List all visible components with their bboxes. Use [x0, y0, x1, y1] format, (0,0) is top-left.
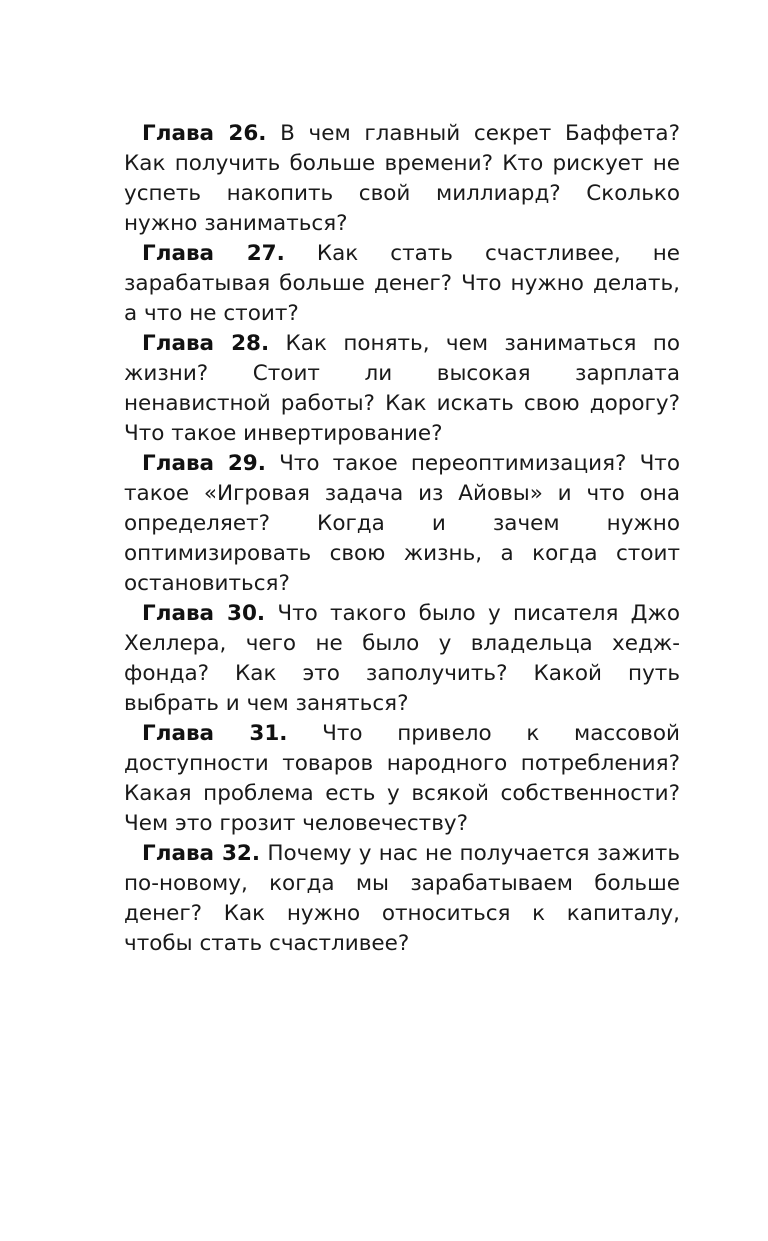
chapter-32-summary	[124, 839, 680, 959]
chapter-29-summary	[124, 449, 680, 599]
chapter-26-text: В чем главный секрет Баффета? Как получить больше времени? Кто рискует не успеть накопить свой миллиард? Сколько нужно заниматься?	[124, 121, 680, 236]
chapter-29-label: Глава 29.	[142, 451, 266, 476]
chapter-30-label: Глава 30.	[142, 601, 266, 626]
chapter-29-text: Что такое переоптимизация? Что такое «Игровая задача из Айовы» и что она определяет? Когда и зачем нужно оптимизировать свою жизнь, а когда стоит остановиться?	[124, 451, 680, 596]
chapter-27-label: Глава 27.	[142, 241, 285, 266]
chapter-28-label: Глава 28.	[142, 331, 270, 356]
chapter-28-summary	[124, 329, 680, 449]
chapter-26-summary	[124, 119, 680, 239]
chapter-32-text: Почему у нас не получается зажить по-новому, когда мы зарабатываем больше денег? Как нужно относиться к капиталу, чтобы стать счастливее?	[124, 841, 680, 956]
chapter-27-text: Как стать счастливее, не зарабатывая больше денег? Что нужно делать, а что не стоит?	[124, 241, 680, 326]
chapter-28-text: Как понять, чем заниматься по жизни? Стоит ли высокая зарплата ненавистной работы? Как искать свою дорогу? Что такое инвертирование?	[124, 331, 680, 446]
chapter-30-summary	[124, 599, 680, 719]
chapter-31-summary	[124, 719, 680, 839]
chapter-30-text: Что такого было у писателя Джо Хеллера, чего не было у владельца хедж-фонда? Как это заполучить? Какой путь выбрать и чем заняться?	[124, 601, 680, 716]
chapter-32-label: Глава 32.	[142, 841, 261, 866]
chapter-26-label: Глава 26.	[142, 121, 267, 146]
chapter-summary-list	[124, 119, 680, 959]
chapter-27-summary	[124, 239, 680, 329]
chapter-31-text: Что привело к массовой доступности товаров народного потребления? Какая проблема есть у всякой собственности? Чем это грозит человечеству?	[124, 721, 680, 836]
chapter-31-label: Глава 31.	[142, 721, 288, 746]
